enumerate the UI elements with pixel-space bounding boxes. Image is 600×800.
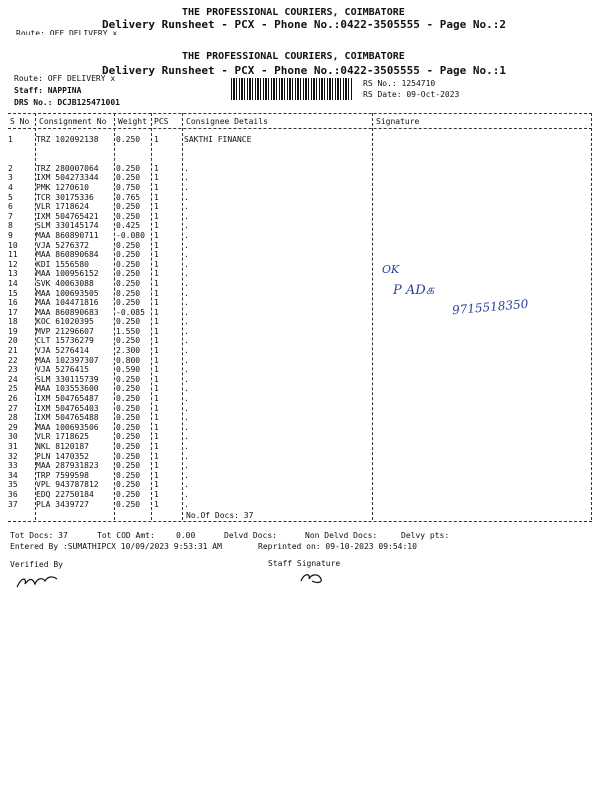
row-sno: 26 xyxy=(8,394,18,404)
row-weight: 0.250 xyxy=(116,202,141,212)
row-consignment-no: KOC 61020395 xyxy=(36,317,94,327)
row-weight: 0.590 xyxy=(116,365,141,375)
row-consignment-no: MAA 103553600 xyxy=(36,384,99,394)
row-consignee-details: . xyxy=(184,230,189,240)
barcode xyxy=(231,78,353,100)
row-sno: 27 xyxy=(8,403,18,413)
row-sno: 2 xyxy=(8,163,13,173)
table-bottom-rule xyxy=(8,521,592,522)
row-consignee-details: . xyxy=(184,413,189,423)
row-consignment-no: MAA 100956152 xyxy=(36,269,99,279)
row-pcs: 1 xyxy=(154,470,159,480)
row-consignment-no: MAA 102397307 xyxy=(36,355,99,365)
table-row xyxy=(8,356,251,366)
table-header-rule xyxy=(8,128,592,129)
table-row xyxy=(8,269,251,279)
row-consignee-details: . xyxy=(184,163,189,173)
row-consignment-no: TRZ 280007064 xyxy=(36,163,99,173)
row-consignment-no: MAA 860890683 xyxy=(36,307,99,317)
row-weight: 0.750 xyxy=(116,182,141,192)
row-sno: 5 xyxy=(8,192,13,202)
row-consignment-no: MAA 860890684 xyxy=(36,250,99,260)
page2-company: THE PROFESSIONAL COURIERS, COIMBATORE xyxy=(182,7,405,18)
row-weight: 0.250 xyxy=(116,480,141,490)
row-weight xyxy=(116,154,154,164)
row-pcs: 1 xyxy=(154,489,159,499)
tot-cod-label: Tot COD Amt: xyxy=(97,531,155,540)
col-header-weight: Weight xyxy=(118,117,147,126)
non-delvd-docs: Non Delvd Docs: xyxy=(305,531,378,540)
row-consignee-details: . xyxy=(184,403,189,413)
row-sno: 30 xyxy=(8,432,18,442)
row-sno: 11 xyxy=(8,250,18,260)
row-weight: 0.425 xyxy=(116,221,141,231)
col-header-signature: Signature xyxy=(376,117,420,126)
row-weight: 0.250 xyxy=(116,211,141,221)
no-of-docs: No.Of Docs: 37 xyxy=(186,511,254,520)
table-row xyxy=(8,336,251,346)
table-row xyxy=(8,289,251,299)
row-consignee-details xyxy=(184,154,251,164)
row-consignee-details: . xyxy=(184,202,189,212)
row-pcs: 1 xyxy=(154,336,159,346)
table-row xyxy=(8,461,251,471)
row-pcs: 1 xyxy=(154,250,159,260)
row-weight: 0.250 xyxy=(116,173,141,183)
row-consignee-details: . xyxy=(184,384,189,394)
row-sno: 4 xyxy=(8,182,13,192)
table-row xyxy=(8,164,251,174)
row-weight xyxy=(116,145,154,155)
table-row xyxy=(8,404,251,414)
row-weight: 0.250 xyxy=(116,163,141,173)
tot-cod-amount: 0.00 xyxy=(176,531,196,540)
row-consignee-details: . xyxy=(184,394,189,404)
row-weight: 0.250 xyxy=(116,442,141,451)
reprinted-on: Reprinted on: 09-10-2023 09:54:10 xyxy=(258,542,417,551)
row-sno: 16 xyxy=(8,298,18,308)
row-consignment-no: IXM 504765487 xyxy=(36,394,99,404)
row-sno: 23 xyxy=(8,365,18,375)
row-pcs: 1 xyxy=(154,182,159,192)
row-consignment-no xyxy=(36,154,116,164)
row-consignment-no: MAA 100693505 xyxy=(36,288,99,298)
table-row xyxy=(8,221,251,231)
row-sno: 14 xyxy=(8,278,18,288)
table-row xyxy=(8,145,251,155)
row-consignee-details: . xyxy=(184,240,189,250)
delvd-docs: Delvd Docs: xyxy=(224,531,277,540)
row-sno: 29 xyxy=(8,422,18,432)
row-weight: 0.250 xyxy=(116,422,141,432)
row-pcs: 1 xyxy=(154,346,159,356)
row-consignment-no: VJA 5276414 xyxy=(36,346,89,356)
row-pcs: 1 xyxy=(154,394,159,404)
rs-number: RS No.: 1254710 xyxy=(363,79,436,88)
row-pcs: 1 xyxy=(154,259,159,269)
row-sno: 13 xyxy=(8,269,18,279)
row-weight: 0.250 xyxy=(116,499,141,509)
row-pcs: 1 xyxy=(154,230,159,240)
row-consignee-details: . xyxy=(184,250,189,260)
row-consignment-no: IXM 504273344 xyxy=(36,173,99,183)
table-row xyxy=(8,250,251,260)
page2-route: Route: OFF DELIVERY x xyxy=(16,29,118,35)
row-weight: 0.250 xyxy=(116,394,141,404)
row-sno: 21 xyxy=(8,346,18,356)
row-sno: 7 xyxy=(8,211,13,221)
row-consignment-no: NKL 8120187 xyxy=(36,442,89,451)
row-pcs: 1 xyxy=(154,413,159,423)
row-consignee-details: . xyxy=(184,269,189,279)
row-consignee-details: . xyxy=(184,451,189,461)
row-consignee-details: . xyxy=(184,278,189,288)
row-consignee-details: . xyxy=(184,442,189,451)
row-consignment-no: MAA 104471816 xyxy=(36,298,99,308)
runsheet-rows xyxy=(8,135,251,509)
table-row xyxy=(8,202,251,212)
row-pcs: 1 xyxy=(154,240,159,250)
row-consignee-details: . xyxy=(184,307,189,317)
row-pcs xyxy=(154,145,184,155)
route-label: Route: OFF DELIVERY x xyxy=(14,74,116,83)
table-row xyxy=(8,471,251,481)
row-consignment-no: TRZ 102092138 xyxy=(36,135,99,144)
row-consignment-no: KDI 1556580 xyxy=(36,259,89,269)
row-pcs: 1 xyxy=(154,211,159,221)
row-pcs: 1 xyxy=(154,202,159,212)
row-pcs xyxy=(154,154,184,164)
row-sno: 9 xyxy=(8,230,13,240)
row-weight: 1.550 xyxy=(116,326,141,336)
delvy-pts: Delvy pts: xyxy=(401,531,450,540)
row-consignment-no: MAA 860890711 xyxy=(36,230,99,240)
row-sno: 20 xyxy=(8,336,18,346)
row-pcs: 1 xyxy=(154,461,159,471)
row-weight: 0.250 xyxy=(116,240,141,250)
row-sno: 19 xyxy=(8,326,18,336)
verified-by-label: Verified By xyxy=(10,560,63,569)
row-consignee-details: . xyxy=(184,182,189,192)
row-sno: 15 xyxy=(8,288,18,298)
row-pcs: 1 xyxy=(154,422,159,432)
table-row xyxy=(8,413,251,423)
staff-signature-mark xyxy=(298,569,328,587)
row-consignee-details: . xyxy=(184,499,189,509)
row-pcs: 1 xyxy=(154,403,159,413)
row-sno: 35 xyxy=(8,480,18,490)
runsheet-table xyxy=(8,135,251,509)
row-sno: 25 xyxy=(8,384,18,394)
row-weight: 2.300 xyxy=(116,346,141,356)
page2-title: Delivery Runsheet - PCX - Phone No.:0422-3505555 - Page No.:2 xyxy=(102,18,506,31)
row-sno: 6 xyxy=(8,202,13,212)
col-header-consignment: Consignment No xyxy=(39,117,107,126)
table-row xyxy=(8,384,251,394)
row-weight: -0.085 xyxy=(116,307,145,317)
table-row xyxy=(8,298,251,308)
row-sno: 36 xyxy=(8,489,18,499)
row-weight: 0.250 xyxy=(116,413,141,423)
col-header-consignee: Consignee Details xyxy=(186,117,268,126)
row-consignment-no: VLR 1718624 xyxy=(36,202,89,212)
row-sno: 28 xyxy=(8,413,18,423)
table-row xyxy=(8,375,251,385)
row-consignee-details: . xyxy=(184,346,189,356)
row-consignment-no: VPL 943787812 xyxy=(36,480,99,490)
staff-signature-label: Staff Signature xyxy=(268,559,341,568)
rs-date: RS Date: 09-Oct-2023 xyxy=(363,90,460,99)
row-pcs: 1 xyxy=(154,451,159,461)
table-row xyxy=(8,260,251,270)
row-weight: 0.250 xyxy=(116,288,141,298)
drs-number: DRS No.: DCJB125471001 xyxy=(14,98,120,107)
row-consignee-details: . xyxy=(184,336,189,346)
row-consignee-details: . xyxy=(184,259,189,269)
row-weight: 0.250 xyxy=(116,489,141,499)
table-row xyxy=(8,279,251,289)
row-pcs: 1 xyxy=(154,307,159,317)
row-sno: 37 xyxy=(8,499,18,509)
row-pcs: 1 xyxy=(154,135,159,144)
row-weight: 0.800 xyxy=(116,355,141,365)
row-consignee-details: . xyxy=(184,192,189,202)
row-weight: 0.250 xyxy=(116,259,141,269)
table-row xyxy=(8,423,251,433)
table-row xyxy=(8,327,251,337)
row-pcs: 1 xyxy=(154,499,159,509)
row-weight: -0.080 xyxy=(116,230,145,240)
row-weight: 0.250 xyxy=(116,336,141,346)
runsheet-title: Delivery Runsheet - PCX - Phone No.:0422-3505555 - Page No.:1 xyxy=(102,64,506,77)
row-consignee-details: . xyxy=(184,211,189,221)
row-pcs: 1 xyxy=(154,288,159,298)
row-pcs: 1 xyxy=(154,432,159,442)
row-consignment-no: CLT 15736279 xyxy=(36,336,94,346)
row-sno: 31 xyxy=(8,442,18,451)
row-consignment-no: VLR 1718625 xyxy=(36,432,89,442)
row-pcs: 1 xyxy=(154,326,159,336)
row-consignment-no: SLM 330115739 xyxy=(36,374,99,384)
row-pcs: 1 xyxy=(154,221,159,231)
table-row xyxy=(8,173,251,183)
row-consignee-details: . xyxy=(184,374,189,384)
row-consignment-no: PLN 1470352 xyxy=(36,451,89,461)
row-sno: 33 xyxy=(8,461,18,471)
row-weight: 0.250 xyxy=(116,461,141,471)
table-row xyxy=(8,500,251,510)
row-consignment-no: MAA 287931823 xyxy=(36,461,99,471)
row-sno: 24 xyxy=(8,374,18,384)
row-sno: 10 xyxy=(8,240,18,250)
table-row xyxy=(8,490,251,500)
row-consignment-no: TRP 7599598 xyxy=(36,470,89,480)
row-weight: 0.765 xyxy=(116,192,141,202)
table-row xyxy=(8,231,251,241)
company-name: THE PROFESSIONAL COURIERS, COIMBATORE xyxy=(182,51,405,62)
row-consignment-no: EDQ 22750184 xyxy=(36,489,94,499)
row-consignee-details: . xyxy=(184,288,189,298)
table-row xyxy=(8,317,251,327)
row-pcs: 1 xyxy=(154,192,159,202)
handwritten-name: P ADக xyxy=(393,283,435,298)
row-pcs: 1 xyxy=(154,269,159,279)
row-pcs: 1 xyxy=(154,374,159,384)
table-row xyxy=(8,193,251,203)
row-pcs: 1 xyxy=(154,355,159,365)
table-row xyxy=(8,241,251,251)
row-consignment-no: PMK 1270610 xyxy=(36,182,89,192)
table-row xyxy=(8,452,251,462)
row-pcs: 1 xyxy=(154,442,159,451)
row-pcs: 1 xyxy=(154,365,159,375)
row-consignee-details xyxy=(184,145,251,155)
row-weight: 0.250 xyxy=(116,298,141,308)
row-weight: 0.250 xyxy=(116,135,141,144)
row-weight: 0.250 xyxy=(116,403,141,413)
table-row xyxy=(8,346,251,356)
row-consignment-no xyxy=(36,145,116,155)
row-consignee-details: . xyxy=(184,355,189,365)
table-row xyxy=(8,154,251,164)
row-consignee-details: SAKTHI FINANCE xyxy=(184,135,252,144)
row-consignment-no: SVK 40063088 xyxy=(36,278,94,288)
col-sep-5 xyxy=(372,113,373,520)
row-consignment-no: SLM 330145174 xyxy=(36,221,99,231)
table-row xyxy=(8,135,251,145)
row-sno: 12 xyxy=(8,259,18,269)
row-pcs: 1 xyxy=(154,163,159,173)
table-row xyxy=(8,212,251,222)
row-sno: 1 xyxy=(8,135,13,144)
table-row xyxy=(8,480,251,490)
row-consignment-no: MAA 100693506 xyxy=(36,422,99,432)
row-weight: 0.250 xyxy=(116,278,141,288)
table-row xyxy=(8,308,251,318)
col-header-sno: S No xyxy=(10,117,30,126)
row-sno: 34 xyxy=(8,470,18,480)
row-weight: 0.250 xyxy=(116,317,141,327)
col-sep-6 xyxy=(591,113,592,520)
row-consignee-details: . xyxy=(184,489,189,499)
row-consignment-no: PLA 3439727 xyxy=(36,499,89,509)
row-consignee-details: . xyxy=(184,365,189,375)
row-weight: 0.250 xyxy=(116,250,141,260)
row-sno xyxy=(8,145,36,155)
table-row xyxy=(8,394,251,404)
row-weight: 0.250 xyxy=(116,470,141,480)
entered-by: Entered By :SUMATHIPCX 10/09/2023 9:53:31 AM xyxy=(10,542,222,551)
row-consignment-no: TCR 30175336 xyxy=(36,192,94,202)
row-sno: 8 xyxy=(8,221,13,231)
row-consignment-no: VJA 5276415 xyxy=(36,365,89,375)
row-consignment-no: VJA 5276372 xyxy=(36,240,89,250)
row-weight: 0.250 xyxy=(116,269,141,279)
row-pcs: 1 xyxy=(154,317,159,327)
row-consignee-details: . xyxy=(184,298,189,308)
row-sno: 32 xyxy=(8,451,18,461)
row-pcs: 1 xyxy=(154,298,159,308)
row-sno: 18 xyxy=(8,317,18,327)
row-sno xyxy=(8,154,36,164)
table-row xyxy=(8,365,251,375)
table-top-rule xyxy=(8,113,592,114)
table-row xyxy=(8,442,251,452)
handwritten-ok: OK xyxy=(382,263,400,276)
row-pcs: 1 xyxy=(154,384,159,394)
row-consignee-details: . xyxy=(184,326,189,336)
table-row xyxy=(8,183,251,193)
row-weight: 0.250 xyxy=(116,374,141,384)
row-consignee-details: . xyxy=(184,461,189,471)
tot-docs: Tot Docs: 37 xyxy=(10,531,68,540)
staff-label: Staff: NAPPINA xyxy=(14,86,82,95)
row-weight: 0.250 xyxy=(116,384,141,394)
row-consignment-no: IXM 504765488 xyxy=(36,413,99,423)
verifier-signature xyxy=(14,568,62,592)
row-consignee-details: . xyxy=(184,317,189,327)
row-sno: 17 xyxy=(8,307,18,317)
row-consignee-details: . xyxy=(184,173,189,183)
row-consignment-no: IXM 504765403 xyxy=(36,403,99,413)
handwritten-phone: 9715518350 xyxy=(451,296,529,318)
row-consignment-no: IXM 504765421 xyxy=(36,211,99,221)
row-pcs: 1 xyxy=(154,278,159,288)
row-consignee-details: . xyxy=(184,480,189,490)
row-sno: 22 xyxy=(8,355,18,365)
row-pcs: 1 xyxy=(154,173,159,183)
row-consignee-details: . xyxy=(184,432,189,442)
row-sno: 3 xyxy=(8,173,13,183)
row-weight: 0.250 xyxy=(116,451,141,461)
row-consignee-details: . xyxy=(184,221,189,231)
table-row xyxy=(8,432,251,442)
row-pcs: 1 xyxy=(154,480,159,490)
row-weight: 0.250 xyxy=(116,432,141,442)
row-consignee-details: . xyxy=(184,422,189,432)
row-consignee-details: . xyxy=(184,470,189,480)
row-consignment-no: MVP 21296607 xyxy=(36,326,94,336)
col-header-pcs: PCS xyxy=(154,117,169,126)
